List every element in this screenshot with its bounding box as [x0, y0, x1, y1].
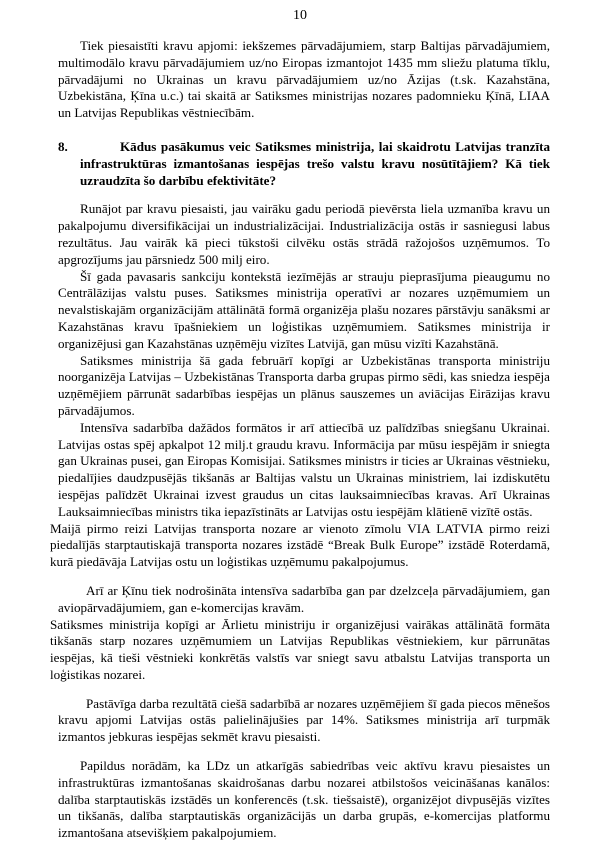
paragraph-diversification: Runājot par kravu piesaisti, jau vairāku gadu periodā pievērsta liela uzmanība kravu un pakalpojumu diversifikācijai un industrializācijai. Industrializācija ostās ir sasniegusi labus rezultātus. Jau vairāk kā pieci tūkstoši cilvēku ostās strādā ražojošos uzņēmumos. To apgrozījums jau pārsniedz 500 milj eiro.	[58, 201, 550, 267]
paragraph-foreign-affairs: Satiksmes ministrija kopīgi ar Ārlietu ministriju ir organizējusi vairākas attālinātā formāta tikšanās starp nozares uzņēmumiem un Latvijas Republikas vēstniekiem, kur pārrunātas iespējas, kā tieši vēstnieki konkrētās valstīs var sniegt savu atbalstu Latvijas transporta un loģistikas nozarei.	[50, 616, 550, 682]
paragraph-via-latvia: Maijā pirmo reizi Latvijas transporta nozare ar vienoto zīmolu VIA LATVIA pirmo reizi piedalījās starptautiskajā transporta nozares izstādē “Break Bulk Europe” izstādē Roterdamā, kurā piedāvāja Latvijas ostu un loģistikas uzņēmumu pakalpojumus.	[50, 520, 550, 570]
page-number: 10	[293, 8, 307, 23]
paragraph-ukraine: Intensīva sadarbība dažādos formātos ir arī attiecībā uz palīdzības sniegšanu Ukrainai. Latvijas ostas spēj apkalpot 12 milj.t graudu kravu. Informācija par mūsu iespējām ir sniegta gan Ukrainas pusei, gan Eiropas Komisijai. Satiksmes ministrs ir ticies ar Ukrainas vēstnieku, piedalījies daudzpusējās tikšanās ar Baltijas valstu un Ukrainas ministriem, lai izdiskutētu iespējas palīdzēt Ukrainai izvest graudus un citas lauksaimniecības kravas. Arī Ukrainas Lauksaimniecības ministrs tika iepazīstināts ar Latvijas ostu iespējām klātienē vizītē ostās.	[58, 419, 551, 519]
question-number: 8.	[58, 138, 68, 154]
page-body	[50, 38, 551, 842]
question-heading	[58, 139, 550, 189]
paragraph-results: Pastāvīga darba rezultātā ciešā sadarbībā ar nozares uzņēmējiem šī gada piecos mēnešos kravu apjomi Latvijas ostās palielinājušies par 14%. Satiksmes ministrija arī turpmāk izmantos jebkuras iespējas sekmēt kravu piesaisti.	[58, 695, 550, 745]
paragraph-uzbekistan: Satiksmes ministrija šā gada februārī kopīgi ar Uzbekistānas transporta ministriju noorganizēja Latvijas – Uzbekistānas Transporta darba grupas pirmo sēdi, kas sniedza iespēja uzņēmējiem pārrunāt sadarbības iespējas un plānus sauszemes un aviācijas Eirāzijas kravu pārvadājumos.	[58, 352, 550, 418]
paragraph-central-asia: Šī gada pavasaris sankciju kontekstā iezīmējās ar strauju pieprasījuma pieaugumu no Centrālāzijas valstu puses. Satiksmes ministrija operatīvi ar nozares uzņēmumiem un nevalstiskajām organizācijām attālinātā formā organizēja plašu nozares pārstāvju sanāksmi ar Kazahstānas kravu īpašniekiem un loģistikas uzņēmumiem. Satiksmes ministrija ir organizējusi gan Kazahstānas uzņēmēju vizītes Latvijā, gan mūsu vizīti Kazahstānā.	[58, 268, 550, 351]
paragraph-china: Arī ar Ķīnu tiek nodrošināta intensīva sadarbība gan par dzelzceļa pārvadājumiem, gan aviopārvadājumiem, gan e-komercijas kravām.	[58, 582, 550, 615]
question-text: Kādus pasākumus veic Satiksmes ministrija, lai skaidrotu Latvijas tranzīta infrastruktūras izmantošanas iespējas trešo valstu kravu nosūtītājiem? Kā tiek uzraudzīta šo darbību efektivitāte?	[80, 138, 550, 188]
paragraph-ldz: Papildus norādām, ka LDz un atkarīgās sabiedrības veic aktīvu kravu piesaistes un infrastruktūras izmantošanas skaidrošanas darbu nozarei atbilstošos veicināšanas kanālos: dalība starptautiskās izstādēs un konferencēs (t.sk. tiešsaistē), organizējot divpusējās vizītes un tikšanās, dalība starptautiskās organizācijās un darba grupās, e-komercijas platformu izmantošana atsevišķiem pakalpojumiem.	[58, 758, 550, 841]
paragraph-cargo-volumes: Tiek piesaistīti kravu apjomi: iekšzemes pārvadājumiem, starp Baltijas pārvadājumiem, multimodālo kravu pārvadājumiem uz/no Eiropas izmantojot 1435 mm sliežu platuma tīklu, pārvadājumi no Ukrainas un kravu pārvadājumiem uz/no Āzijas (t.sk. Kazahstāna, Uzbekistāna, Ķīna u.c.) tai skaitā ar Satiksmes ministrijas nozares padomnieku Ķīnā, LIAA un Latvijas Republikas vēstniecībām.	[58, 38, 550, 121]
